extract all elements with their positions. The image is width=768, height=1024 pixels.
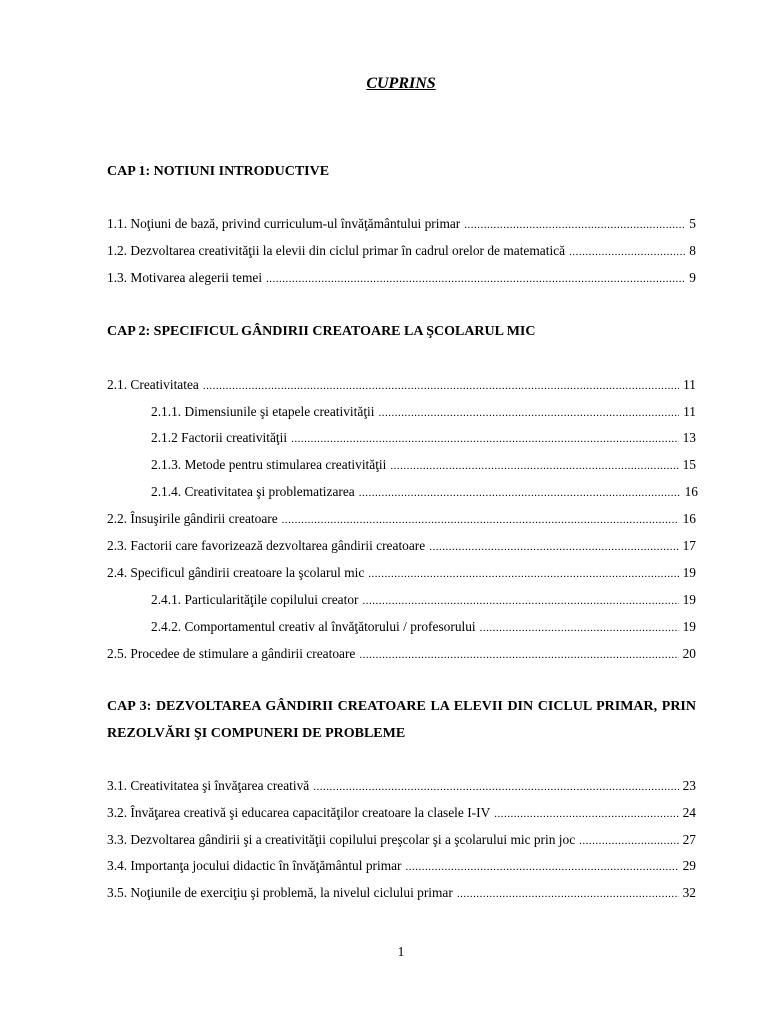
toc-entry-page: 29: [682, 858, 696, 873]
toc-entry-page: 16: [684, 484, 698, 499]
toc-entry-page: 5: [689, 216, 696, 231]
toc-leader: [282, 510, 679, 529]
toc-leader: [359, 645, 678, 664]
toc-entry-title: 2.4.2. Comportamentul creativ al învăţătorului / profesorului: [151, 619, 476, 634]
toc-entry-page: 11: [683, 404, 696, 419]
toc-entry-title: 2.4.1. Particularităţile copilului creator: [151, 592, 359, 607]
toc-leader: [390, 456, 678, 475]
toc-entry[interactable]: [107, 268, 696, 288]
toc-leader: [494, 804, 678, 823]
toc-entry-page: 16: [682, 511, 696, 526]
toc-entry-title: 1.2. Dezvoltarea creativităţii la elevii din ciclul primar în cadrul orelor de matematică: [107, 243, 566, 258]
chapter-heading-3: CAP 3: DEZVOLTAREA GÂNDIRII CREATOARE LA ELEVII DIN CICLUL PRIMAR, PRIN REZOLVĂRI ŞI COMPUNERI DE PROBLEME: [107, 699, 696, 741]
toc-entry-page: 17: [682, 538, 696, 553]
toc-entry[interactable]: [107, 776, 696, 796]
toc-entry-page: 8: [689, 243, 696, 258]
toc-entry-title: 3.4. Importanţa jocului didactic în învăţământul primar: [107, 858, 402, 873]
toc-entry-page: 19: [682, 592, 696, 607]
toc-leader: [359, 483, 681, 502]
toc-leader: [203, 376, 679, 395]
toc-entry-page: 23: [682, 778, 696, 793]
toc-entry[interactable]: [151, 617, 696, 637]
toc-entry-page: 27: [682, 832, 696, 847]
toc-entry-title: 2.1.3. Metode pentru stimularea creativităţii: [151, 457, 387, 472]
toc-entry-title: 2.1. Creativitatea: [107, 377, 199, 392]
toc-entry-title: 3.1. Creativitatea şi învăţarea creativă: [107, 778, 310, 793]
toc-entry-page: 19: [682, 565, 696, 580]
toc-leader: [429, 537, 678, 556]
toc-entry-title: 2.3. Factorii care favorizează dezvoltarea gândirii creatoare: [107, 538, 426, 553]
toc-entry[interactable]: [151, 428, 696, 448]
toc-leader: [457, 884, 679, 903]
toc-entry[interactable]: [107, 241, 696, 261]
toc-entry-page: 24: [682, 805, 696, 820]
toc-entry-title: 1.3. Motivarea alegerii temei: [107, 270, 263, 285]
toc-entry-page: 19: [682, 619, 696, 634]
toc-entry[interactable]: [107, 536, 696, 556]
chapter-heading-1: CAP 1: NOTIUNI INTRODUCTIVE: [107, 164, 330, 179]
toc-leader: [362, 591, 678, 610]
toc-entry-page: 20: [682, 646, 696, 661]
toc-entry-page: 9: [689, 270, 696, 285]
toc-entry[interactable]: [107, 214, 696, 234]
toc-entry-title: 2.1.2 Factorii creativităţii: [151, 430, 288, 445]
toc-entry-page: 15: [682, 457, 696, 472]
toc-entry-title: 1.1. Noţiuni de bază, privind curriculum-ul învăţământului primar: [107, 216, 461, 231]
toc-entry[interactable]: [107, 375, 696, 395]
toc-entry-title: 3.5. Noţiunile de exerciţiu şi problemă, la nivelul ciclului primar: [107, 885, 453, 900]
toc-leader: [266, 269, 685, 288]
toc-entry-title: 2.1.4. Creativitatea şi problematizarea: [151, 484, 355, 499]
toc-entry[interactable]: [107, 509, 696, 529]
toc-entry-page: 11: [683, 377, 696, 392]
toc-entry[interactable]: [151, 482, 698, 502]
page-title: CUPRINS: [366, 75, 436, 92]
toc-entry[interactable]: [107, 830, 696, 850]
toc-leader: [378, 403, 679, 422]
toc-entry[interactable]: [107, 883, 696, 903]
toc-entry-title: 2.1.1. Dimensiunile şi etapele creativităţii: [151, 404, 375, 419]
toc-entry-page: 13: [682, 430, 696, 445]
chapter-heading-2: CAP 2: SPECIFICUL GÂNDIRII CREATOARE LA ŞCOLARUL MIC: [107, 324, 536, 339]
toc-entry-title: 2.2. Însuşirile gândirii creatoare: [107, 511, 278, 526]
toc-entry-title: 3.3. Dezvoltarea gândirii şi a creativităţii copilului preşcolar şi a şcolarului mic prin joc: [107, 832, 576, 847]
toc-entry-title: 2.5. Procedee de stimulare a gândirii creatoare: [107, 646, 356, 661]
toc-leader: [368, 564, 678, 583]
toc-leader: [291, 429, 679, 448]
toc-entry-title: 2.4. Specificul gândirii creatoare la şcolarul mic: [107, 565, 365, 580]
toc-leader: [406, 857, 679, 876]
toc-entry[interactable]: [107, 856, 696, 876]
toc-entry[interactable]: [151, 402, 696, 422]
toc-entry[interactable]: [107, 644, 696, 664]
toc-entry-page: 32: [682, 885, 696, 900]
toc-entry[interactable]: [107, 563, 696, 583]
toc-entry[interactable]: [107, 803, 696, 823]
toc-leader: [579, 831, 678, 850]
toc-leader: [464, 215, 685, 234]
toc-leader: [569, 242, 685, 261]
toc-entry[interactable]: [151, 590, 696, 610]
page-number: 1: [397, 944, 405, 959]
toc-entry-title: 3.2. Învăţarea creativă şi educarea capacităţilor creatoare la clasele I-IV: [107, 805, 491, 820]
toc-leader: [313, 777, 678, 796]
toc-leader: [480, 618, 679, 637]
toc-entry[interactable]: [151, 455, 696, 475]
